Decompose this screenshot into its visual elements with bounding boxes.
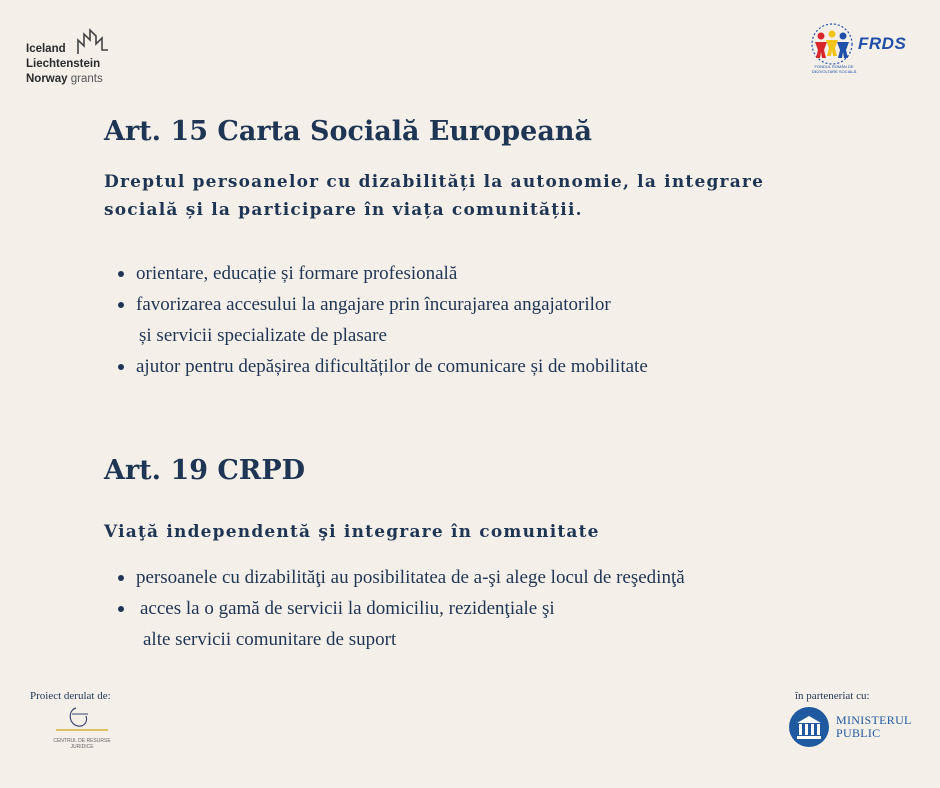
section1-subtitle-line1: Dreptul persoanelor cu dizabilități la autonomie, la integrare	[104, 172, 765, 192]
ministerul-public-text: MINISTERUL PUBLIC	[836, 713, 912, 740]
donor-logo	[26, 28, 136, 90]
frds-logo-text: FRDS	[858, 34, 907, 53]
section2-subtitle: Viaţă independentă şi integrare în comunitate	[104, 522, 600, 542]
section2-title: Art. 19 CRPD	[104, 455, 306, 486]
section2-bullet-list	[118, 562, 685, 655]
crj-logo	[42, 704, 122, 754]
donor-mark-icon	[76, 28, 112, 58]
crj-scales-icon	[42, 704, 122, 738]
section1-title: Art. 15 Carta Socială Europeană	[104, 116, 592, 147]
section1-bullet-list	[118, 258, 648, 382]
ministerul-public-emblem-icon	[788, 706, 830, 748]
donor-line-norway: Norway grants	[26, 73, 103, 85]
frds-figures-icon	[804, 20, 860, 66]
list-item-continuation: și servicii specializate de plasare	[139, 325, 387, 346]
list-item-continuation: alte servicii comunitare de suport	[143, 629, 397, 650]
donor-line-iceland: Iceland	[26, 43, 66, 55]
footer-partner-label: în parteneriat cu:	[795, 690, 870, 702]
section1-subtitle-line2: socială și la participare în viața comunității.	[104, 200, 583, 220]
ministerul-public-logo	[788, 706, 918, 752]
list-item: persoanele cu dizabilităţi au posibilitatea de a-şi alege locul de reşedinţă	[118, 562, 685, 593]
crj-logo-caption: CENTRUL DE RESURSE JURIDICE	[53, 738, 111, 750]
section1-subtitle	[104, 168, 764, 224]
frds-logo	[800, 20, 910, 80]
list-item: favorizarea accesului la angajare prin încurajarea angajatorilor	[118, 289, 648, 320]
list-item: ajutor pentru depășirea dificultăților de comunicare și de mobilitate	[118, 351, 648, 382]
frds-logo-caption: FONDUL ROMÂN DE DEZVOLTARE SOCIALĂ	[811, 64, 857, 74]
donor-line-liechtenstein: Liechtenstein	[26, 58, 101, 70]
list-item: orientare, educație și formare profesională	[118, 258, 648, 289]
list-item: acces la o gamă de servicii la domiciliu, rezidenţiale şi	[118, 593, 685, 624]
footer-project-label: Proiect derulat de:	[30, 690, 111, 702]
